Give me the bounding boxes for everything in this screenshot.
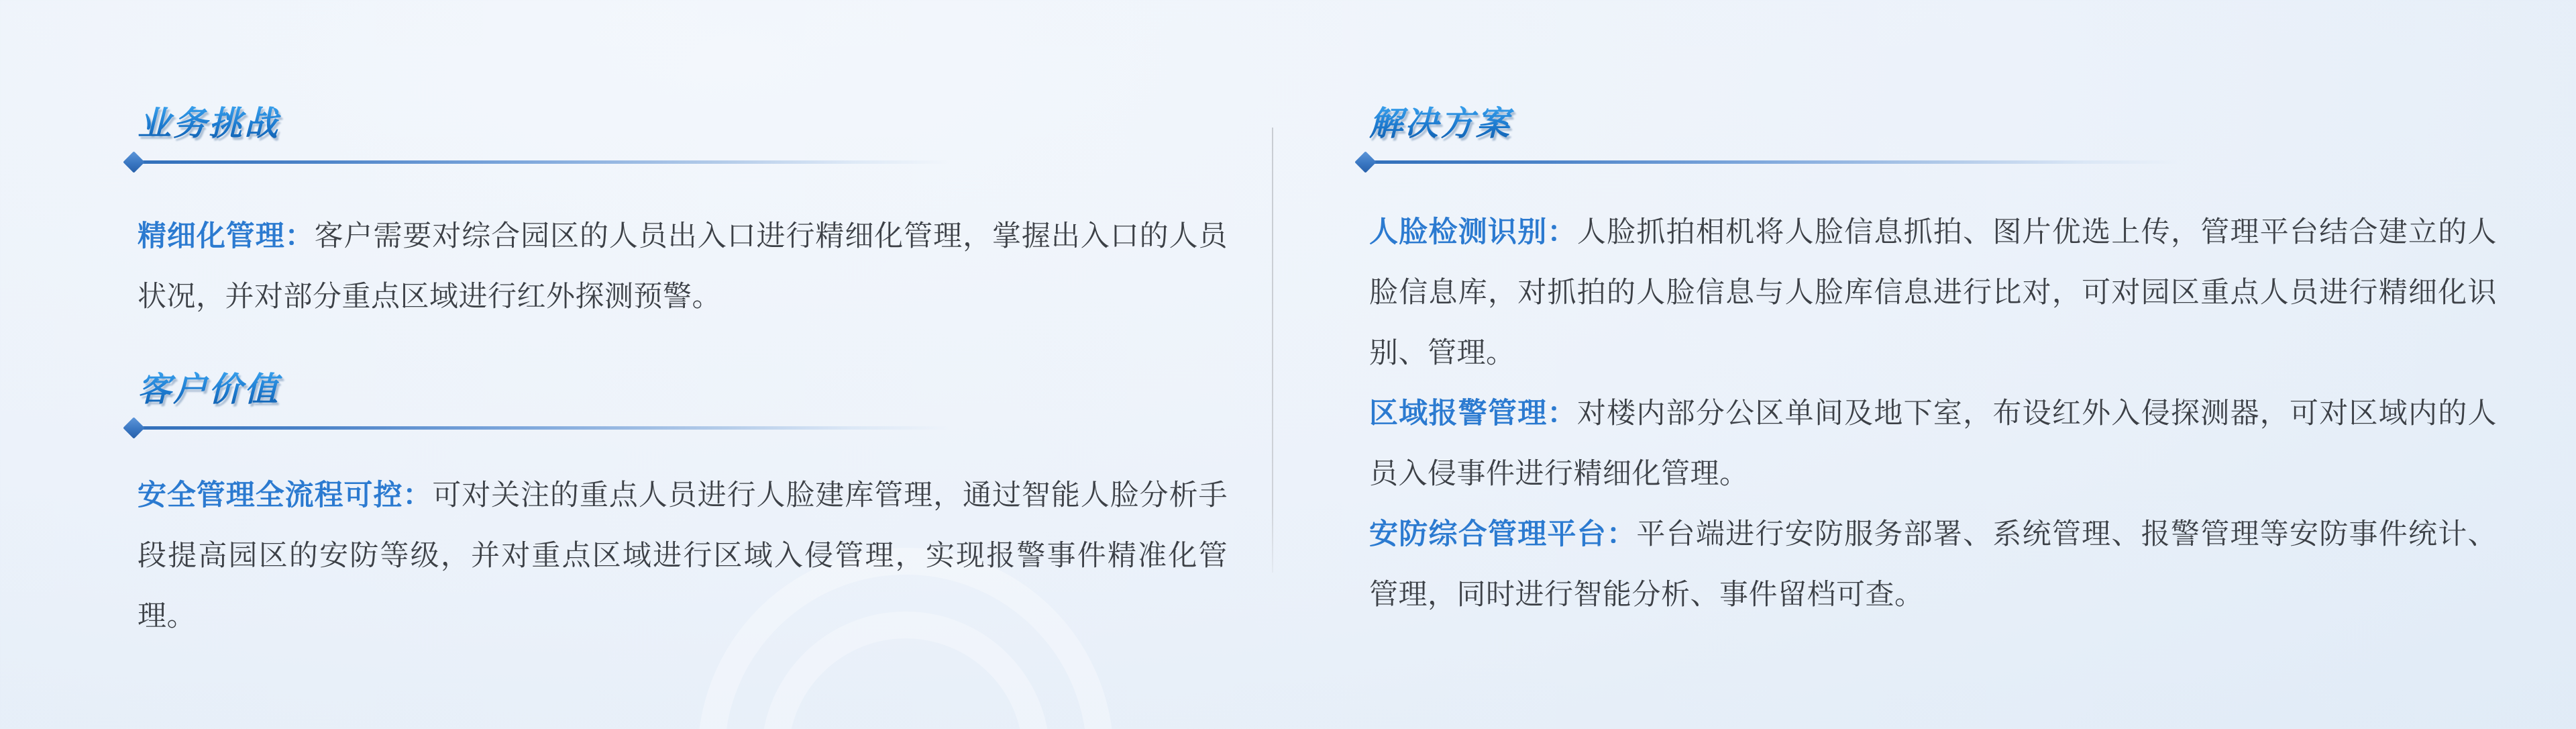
paragraph-face-detection <box>1356 202 2497 383</box>
right-column <box>1356 0 2497 625</box>
paragraph-security-platform <box>1356 504 2497 625</box>
heading-customer-value: 客户价值 <box>124 370 289 413</box>
rule-gradient-line <box>136 426 949 430</box>
paragraph-text: 人脸抓拍相机将人脸信息抓拍、图片优选上传，管理平台结合建立的人脸信息库，对抓拍的人脸信息与人脸库信息进行比对，可对园区重点人员进行精细化识别、管理。 <box>1369 216 2498 369</box>
paragraph-label: 人脸检测识别： <box>1369 216 1577 248</box>
column-divider <box>1272 128 1273 573</box>
left-column <box>124 0 1228 646</box>
paragraph-text: 对楼内部分公区单间及地下室，布设红外入侵探测器，可对区域内的人员入侵事件进行精细化管理。 <box>1369 397 2498 490</box>
paragraph-label: 安全管理全流程可控： <box>138 479 433 512</box>
paragraph-text: 平台端进行安防服务部署、系统管理、报警管理等安防事件统计、管理，同时进行智能分析、事件留档可查。 <box>1369 518 2498 611</box>
paragraph-area-alarm <box>1356 383 2497 504</box>
paragraph-label: 安防综合管理平台： <box>1369 518 1637 550</box>
heading-business-challenges: 业务挑战 <box>124 104 289 147</box>
paragraph-label: 区域报警管理： <box>1369 397 1577 430</box>
paragraph-text: 客户需要对综合园区的人员出入口进行精细化管理，掌握出入口的人员状况，并对部分重点区域进行红外探测预警。 <box>138 220 1228 313</box>
paragraph-security-control <box>124 465 1228 646</box>
diamond-icon <box>123 417 145 439</box>
rule-gradient-line <box>136 160 949 164</box>
heading-rule <box>124 150 1228 174</box>
paragraph-fine-management <box>124 206 1228 327</box>
diamond-icon <box>1354 151 1377 173</box>
paragraph-text: 可对关注的重点人员进行人脸建库管理，通过智能人脸分析手段提高园区的安防等级，并对重点区域进行区域入侵管理，实现报警事件精准化管理。 <box>138 479 1228 632</box>
rule-gradient-line <box>1367 160 2180 164</box>
solution-paragraphs <box>1356 202 2497 625</box>
heading-rule <box>124 416 1228 440</box>
paragraph-label: 精细化管理： <box>138 220 315 252</box>
heading-solution: 解决方案 <box>1356 104 1521 147</box>
diamond-icon <box>123 151 145 173</box>
heading-rule <box>1356 150 2497 174</box>
